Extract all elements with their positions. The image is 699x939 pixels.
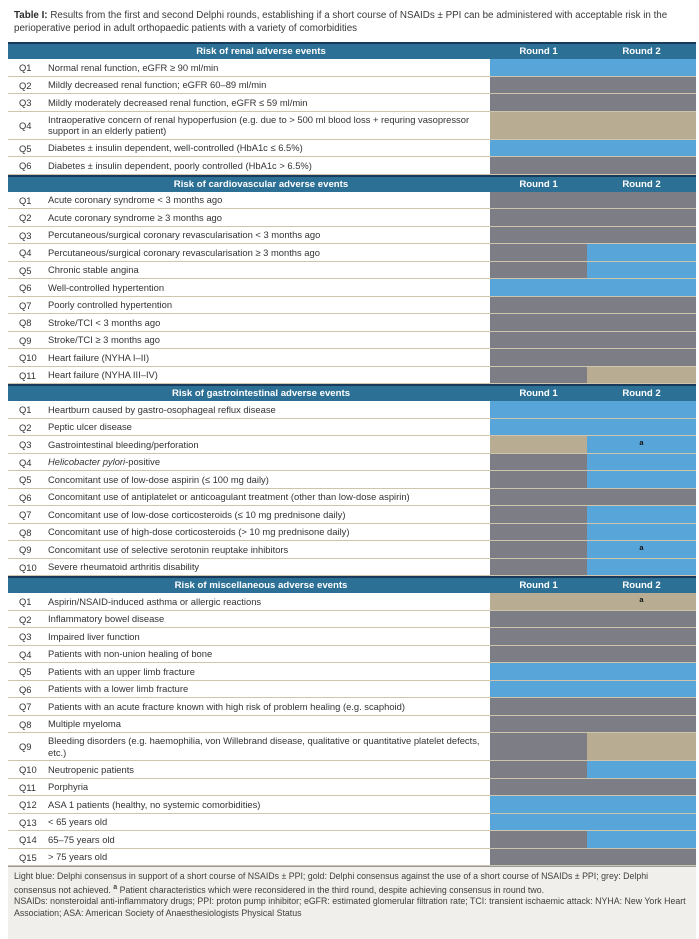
- question-text-main: Patients with non-union healing of bone: [48, 648, 213, 660]
- table-row: [8, 140, 696, 158]
- round2-consensus-cell: [587, 94, 696, 111]
- question-text-main: Patients with a lower limb fracture: [48, 683, 189, 695]
- question-text: [48, 332, 490, 349]
- round1-consensus-cell: [490, 227, 587, 244]
- round1-consensus-cell: [490, 140, 587, 157]
- round2-consensus-cell: [587, 209, 696, 226]
- table-row: [8, 593, 696, 611]
- round2-consensus-cell: [587, 524, 696, 541]
- round1-consensus-cell: [490, 59, 587, 76]
- question-number: Q7: [19, 701, 32, 713]
- question-text-main: Porphyria: [48, 781, 89, 793]
- table-row: [8, 332, 696, 350]
- question-text-main: Heart failure (NYHA I–II): [48, 351, 150, 363]
- column-header-round1: Round 1: [519, 388, 558, 400]
- question-number: Q5: [19, 666, 32, 678]
- question-text-main: Severe rheumatoid arthritis disability: [48, 561, 200, 573]
- question-number: Q10: [19, 561, 37, 573]
- question-number: Q6: [19, 160, 32, 172]
- table-row: [8, 761, 696, 779]
- round1-consensus-cell: [490, 593, 587, 610]
- question-text: [48, 454, 490, 471]
- question-text: [48, 611, 490, 628]
- round2-consensus-cell: [587, 698, 696, 715]
- section-rows: [8, 593, 696, 866]
- question-number: Q8: [19, 526, 32, 538]
- round2-consensus-cell: [587, 349, 696, 366]
- question-text-main: Concomitant use of selective serotonin reuptake inhibitors: [48, 543, 289, 555]
- round2-consensus-cell: [587, 454, 696, 471]
- question-text-main: Impaired liver function: [48, 630, 140, 642]
- round1-consensus-cell: [490, 698, 587, 715]
- question-text-main: Bleeding disorders (e.g. haemophilia, von Willebrand disease, qualitative or quantitative platelet defects, etc.): [48, 735, 480, 758]
- question-text-main: Neutropenic patients: [48, 763, 134, 775]
- question-text: [48, 506, 490, 523]
- question-text: [48, 716, 490, 733]
- question-number: Q4: [19, 247, 32, 259]
- question-number: Q11: [19, 781, 37, 793]
- round2-consensus-cell: [587, 593, 696, 610]
- round2-consensus-cell: [587, 401, 696, 418]
- round2-consensus-cell: [587, 314, 696, 331]
- round1-consensus-cell: [490, 506, 587, 523]
- round1-consensus-cell: [490, 831, 587, 848]
- round1-consensus-cell: [490, 262, 587, 279]
- round1-consensus-cell: [490, 454, 587, 471]
- table-row: [8, 401, 696, 419]
- table-row: [8, 436, 696, 454]
- round2-consensus-cell: [587, 332, 696, 349]
- question-text: [48, 140, 490, 157]
- section-title: Risk of renal adverse events: [196, 46, 326, 58]
- section-title: Risk of cardiovascular adverse events: [173, 178, 349, 190]
- round1-consensus-cell: [490, 796, 587, 813]
- question-text-main: 65–75 years old: [48, 833, 115, 845]
- table-row: [8, 524, 696, 542]
- question-text: [48, 698, 490, 715]
- round2-consensus-cell: [587, 611, 696, 628]
- column-header-round1: Round 1: [519, 580, 558, 592]
- question-text: [48, 244, 490, 261]
- footnote-marker: a: [113, 883, 118, 891]
- question-text-main: Stroke/TCI < 3 months ago: [48, 316, 161, 328]
- section-header: [8, 384, 696, 401]
- round2-consensus-cell: [587, 559, 696, 576]
- question-text-main: Concomitant use of low-dose corticosteroids (≤ 10 mg prednisone daily): [48, 508, 346, 520]
- table-caption: [14, 10, 686, 35]
- question-number: Q1: [19, 596, 32, 608]
- round1-consensus-cell: [490, 779, 587, 796]
- question-text-main: Acute coronary syndrome ≥ 3 months ago: [48, 211, 222, 223]
- round2-consensus-cell: [587, 814, 696, 831]
- round2-consensus-cell: [587, 831, 696, 848]
- question-text-main: < 65 years old: [48, 816, 108, 828]
- question-number: Q3: [19, 439, 32, 451]
- round2-consensus-cell: [587, 796, 696, 813]
- section-header: [8, 576, 696, 593]
- question-number: Q12: [19, 799, 37, 811]
- table-row: [8, 297, 696, 315]
- question-text-main: Acute coronary syndrome < 3 months ago: [48, 194, 223, 206]
- question-text-main: Mildly moderately decreased renal function, eGFR ≤ 59 ml/min: [48, 96, 308, 108]
- table-row: [8, 541, 696, 559]
- round2-consensus-cell: [587, 761, 696, 778]
- question-text: [48, 436, 490, 453]
- question-text-main: Peptic ulcer disease: [48, 421, 132, 433]
- question-text-main: Percutaneous/surgical coronary revascularisation < 3 months ago: [48, 229, 321, 241]
- table-row: [8, 227, 696, 245]
- question-number: Q2: [19, 613, 32, 625]
- section-rows: [8, 192, 696, 385]
- question-text-main: Patients with an acute fracture known with high risk of problem healing (e.g. scaphoid): [48, 700, 405, 712]
- question-number: Q5: [19, 264, 32, 276]
- section-rows: [8, 59, 696, 174]
- table-row: [8, 849, 696, 867]
- question-text-main: Diabetes ± insulin dependent, well-controlled (HbA1c ≤ 6.5%): [48, 142, 303, 154]
- table-caption-text: Results from the first and second Delphi rounds, establishing if a short course of NSAIDs ± PPI can be administered with acceptable risk in the perioperative period in adult orthopaedic patients with a variety of comorbidities: [14, 10, 668, 34]
- question-text-main: Stroke/TCI ≥ 3 months ago: [48, 334, 160, 346]
- table-row: [8, 559, 696, 577]
- question-text-italic: Helicobacter pylori: [48, 456, 126, 468]
- round2-consensus-cell: [587, 849, 696, 866]
- table-caption-label: Table I:: [14, 10, 48, 21]
- question-number: Q15: [19, 851, 37, 863]
- round1-consensus-cell: [490, 314, 587, 331]
- question-number: Q9: [19, 334, 32, 346]
- round2-consensus-cell: [587, 112, 696, 139]
- question-number: Q3: [19, 97, 32, 109]
- question-text: [48, 157, 490, 174]
- round2-consensus-cell: [587, 367, 696, 384]
- round1-consensus-cell: [490, 367, 587, 384]
- question-text-main: Heartburn caused by gastro-osophageal reflux disease: [48, 403, 276, 415]
- column-header-round2: Round 2: [622, 388, 661, 400]
- table-row: [8, 77, 696, 95]
- question-text-main: Inflammatory bowel disease: [48, 613, 165, 625]
- legend-note-text: Light blue: Delphi consensus in support of a short course of NSAIDs ± PPI; gold: Delphi consensus against the use of a short course of NSAIDs ± PPI; grey: Delphi consensus not achieved.: [14, 871, 649, 895]
- question-number: Q5: [19, 142, 32, 154]
- round2-consensus-cell: [587, 646, 696, 663]
- question-text: [48, 524, 490, 541]
- round1-consensus-cell: [490, 489, 587, 506]
- round1-consensus-cell: [490, 157, 587, 174]
- round1-consensus-cell: [490, 716, 587, 733]
- round2-consensus-cell: [587, 157, 696, 174]
- round2-consensus-cell: [587, 681, 696, 698]
- round2-consensus-cell: [587, 262, 696, 279]
- question-text: [48, 112, 490, 139]
- question-number: Q6: [19, 491, 32, 503]
- table-row: [8, 192, 696, 210]
- table-row: [8, 244, 696, 262]
- question-text: [48, 367, 490, 384]
- question-text: [48, 59, 490, 76]
- section-title: Risk of gastrointestinal adverse events: [171, 388, 351, 400]
- question-text: [48, 314, 490, 331]
- table-section: [8, 576, 696, 866]
- table-row: [8, 611, 696, 629]
- question-number: Q6: [19, 683, 32, 695]
- question-text: [48, 471, 490, 488]
- question-text: [48, 349, 490, 366]
- table-row: [8, 454, 696, 472]
- question-text: [48, 489, 490, 506]
- section-header: [8, 42, 696, 59]
- question-text-main: Well-controlled hypertention: [48, 281, 165, 293]
- round1-consensus-cell: [490, 77, 587, 94]
- round1-consensus-cell: [490, 611, 587, 628]
- table-row: [8, 209, 696, 227]
- round2-consensus-cell: [587, 59, 696, 76]
- question-text: [48, 849, 490, 866]
- round1-consensus-cell: [490, 349, 587, 366]
- round1-consensus-cell: [490, 681, 587, 698]
- round1-consensus-cell: [490, 436, 587, 453]
- question-text-main: Poorly controlled hypertention: [48, 299, 173, 311]
- question-number: Q9: [19, 741, 32, 753]
- question-text: [48, 628, 490, 645]
- round2-consensus-cell: [587, 77, 696, 94]
- question-text: [48, 227, 490, 244]
- question-text-main: ASA 1 patients (healthy, no systemic comorbidities): [48, 798, 261, 810]
- round2-consensus-cell: [587, 227, 696, 244]
- table-row: [8, 814, 696, 832]
- question-text-main: Patients with an upper limb fracture: [48, 665, 195, 677]
- question-number: Q14: [19, 834, 37, 846]
- question-text-main: Normal renal function, eGFR ≥ 90 ml/min: [48, 61, 219, 73]
- round1-consensus-cell: [490, 524, 587, 541]
- round1-consensus-cell: [490, 279, 587, 296]
- question-text: [48, 192, 490, 209]
- round1-consensus-cell: [490, 297, 587, 314]
- round1-consensus-cell: [490, 471, 587, 488]
- question-text-main: Diabetes ± insulin dependent, poorly controlled (HbA1c > 6.5%): [48, 159, 312, 171]
- round2-consensus-cell: [587, 471, 696, 488]
- consensus-marker: a: [639, 438, 644, 448]
- abbreviations-note: NSAIDs: nonsteroidal anti-inflammatory drugs; PPI: proton pump inhibitor; eGFR: estimated glomerular filtration rate; TCI: transient ischaemic attack: NYHA: New York Heart Association; ASA: American Society of Anaesthesiologists Physical Status: [14, 896, 686, 918]
- round1-consensus-cell: [490, 646, 587, 663]
- round2-consensus-cell: [587, 779, 696, 796]
- table-row: [8, 279, 696, 297]
- question-number: Q2: [19, 79, 32, 91]
- round2-consensus-cell: [587, 244, 696, 261]
- question-text: [48, 779, 490, 796]
- table-footnotes: [8, 866, 696, 939]
- table-row: [8, 349, 696, 367]
- table-row: [8, 628, 696, 646]
- table-row: [8, 314, 696, 332]
- table-row: [8, 831, 696, 849]
- round2-consensus-cell: [587, 733, 696, 760]
- question-text: [48, 279, 490, 296]
- table-row: [8, 663, 696, 681]
- question-text-main: Mildly decreased renal function; eGFR 60–89 ml/min: [48, 79, 267, 91]
- question-text-main: Percutaneous/surgical coronary revascularisation ≥ 3 months ago: [48, 246, 320, 258]
- table-row: [8, 471, 696, 489]
- question-number: Q1: [19, 194, 32, 206]
- round1-consensus-cell: [490, 419, 587, 436]
- question-number: Q13: [19, 816, 37, 828]
- round2-consensus-cell: [587, 489, 696, 506]
- question-text-main: > 75 years old: [48, 851, 108, 863]
- question-text-main: Gastrointestinal bleeding/perforation: [48, 438, 199, 450]
- round2-consensus-cell: [587, 541, 696, 558]
- question-text: [48, 541, 490, 558]
- question-number: Q2: [19, 421, 32, 433]
- round1-consensus-cell: [490, 192, 587, 209]
- question-text-main: Concomitant use of antiplatelet or anticoagulant treatment (other than low-dose aspirin): [48, 491, 410, 503]
- round2-consensus-cell: [587, 716, 696, 733]
- column-header-round2: Round 2: [622, 580, 661, 592]
- question-text: [48, 663, 490, 680]
- round2-consensus-cell: [587, 663, 696, 680]
- consensus-marker: a: [639, 543, 644, 553]
- round1-consensus-cell: [490, 814, 587, 831]
- table-row: [8, 419, 696, 437]
- question-text: [48, 94, 490, 111]
- round1-consensus-cell: [490, 401, 587, 418]
- question-number: Q4: [19, 648, 32, 660]
- question-text: [48, 401, 490, 418]
- question-number: Q10: [19, 352, 37, 364]
- table-section: [8, 384, 696, 576]
- round2-consensus-cell: [587, 436, 696, 453]
- question-text: [48, 593, 490, 610]
- question-text: [48, 831, 490, 848]
- round1-consensus-cell: [490, 332, 587, 349]
- table-row: [8, 716, 696, 734]
- question-number: Q1: [19, 62, 32, 74]
- round1-consensus-cell: [490, 541, 587, 558]
- column-header-round2: Round 2: [622, 46, 661, 58]
- question-number: Q8: [19, 317, 32, 329]
- round1-consensus-cell: [490, 94, 587, 111]
- table-row: [8, 779, 696, 797]
- column-header-round2: Round 2: [622, 178, 661, 190]
- round1-consensus-cell: [490, 209, 587, 226]
- question-text-main: Concomitant use of low-dose aspirin (≤ 100 mg daily): [48, 473, 269, 485]
- question-text-main: Intraoperative concern of renal hypoperfusion (e.g. due to > 500 ml blood loss + requring vasopressor support in an elderly patient): [48, 113, 470, 137]
- round2-consensus-cell: [587, 419, 696, 436]
- round1-consensus-cell: [490, 663, 587, 680]
- question-text-main: Concomitant use of high-dose corticosteroids (> 10 mg prednisone daily): [48, 526, 350, 538]
- round1-consensus-cell: [490, 559, 587, 576]
- question-text: [48, 761, 490, 778]
- table-row: [8, 367, 696, 385]
- round2-consensus-cell: [587, 628, 696, 645]
- round1-consensus-cell: [490, 761, 587, 778]
- question-text: [48, 297, 490, 314]
- table-row: [8, 59, 696, 77]
- question-text: [48, 681, 490, 698]
- question-number: Q5: [19, 474, 32, 486]
- question-text: [48, 646, 490, 663]
- table-row: [8, 94, 696, 112]
- round1-consensus-cell: [490, 244, 587, 261]
- question-text: [48, 733, 490, 760]
- question-number: Q7: [19, 509, 32, 521]
- round1-consensus-cell: [490, 849, 587, 866]
- question-text-main: Chronic stable angina: [48, 264, 139, 276]
- question-number: Q9: [19, 544, 32, 556]
- delphi-results-table: [8, 42, 696, 866]
- table-row: [8, 112, 696, 140]
- legend-note: [14, 871, 686, 896]
- question-text: [48, 262, 490, 279]
- column-header-round1: Round 1: [519, 46, 558, 58]
- section-header: [8, 175, 696, 192]
- question-number: Q10: [19, 764, 37, 776]
- round2-consensus-cell: [587, 506, 696, 523]
- round2-consensus-cell: [587, 140, 696, 157]
- question-text-main: Heart failure (NYHA III–IV): [48, 369, 158, 381]
- table-row: [8, 698, 696, 716]
- question-number: Q3: [19, 229, 32, 241]
- section-rows: [8, 401, 696, 576]
- question-text: [48, 77, 490, 94]
- round1-consensus-cell: [490, 733, 587, 760]
- table-row: [8, 157, 696, 175]
- round2-consensus-cell: [587, 192, 696, 209]
- question-number: Q1: [19, 404, 32, 416]
- table-section: [8, 42, 696, 174]
- round1-consensus-cell: [490, 628, 587, 645]
- question-number: Q11: [19, 369, 37, 381]
- round2-consensus-cell: [587, 297, 696, 314]
- consensus-marker: a: [639, 595, 644, 605]
- question-number: Q3: [19, 631, 32, 643]
- section-title: Risk of miscellaneous adverse events: [174, 580, 348, 592]
- question-number: Q2: [19, 212, 32, 224]
- table-row: [8, 796, 696, 814]
- question-number: Q4: [19, 119, 32, 131]
- question-number: Q4: [19, 456, 32, 468]
- question-number: Q7: [19, 299, 32, 311]
- table-section: [8, 175, 696, 385]
- column-header-round1: Round 1: [519, 178, 558, 190]
- table-row: [8, 733, 696, 761]
- question-text: [48, 209, 490, 226]
- question-text: [48, 796, 490, 813]
- question-text-main: -positive: [125, 456, 161, 468]
- round1-consensus-cell: [490, 112, 587, 139]
- question-text: [48, 559, 490, 576]
- table-row: [8, 506, 696, 524]
- table-row: [8, 489, 696, 507]
- question-text: [48, 814, 490, 831]
- table-row: [8, 646, 696, 664]
- question-number: Q8: [19, 718, 32, 730]
- question-text: [48, 419, 490, 436]
- table-row: [8, 262, 696, 280]
- legend-note-continued: Patient characteristics which were reconsidered in the third round, despite achieving consensus in round two.: [117, 884, 545, 895]
- round2-consensus-cell: [587, 279, 696, 296]
- question-text-main: Aspirin/NSAID-induced asthma or allergic reactions: [48, 595, 262, 607]
- question-number: Q6: [19, 282, 32, 294]
- question-text-main: Multiple myeloma: [48, 718, 121, 730]
- table-row: [8, 681, 696, 699]
